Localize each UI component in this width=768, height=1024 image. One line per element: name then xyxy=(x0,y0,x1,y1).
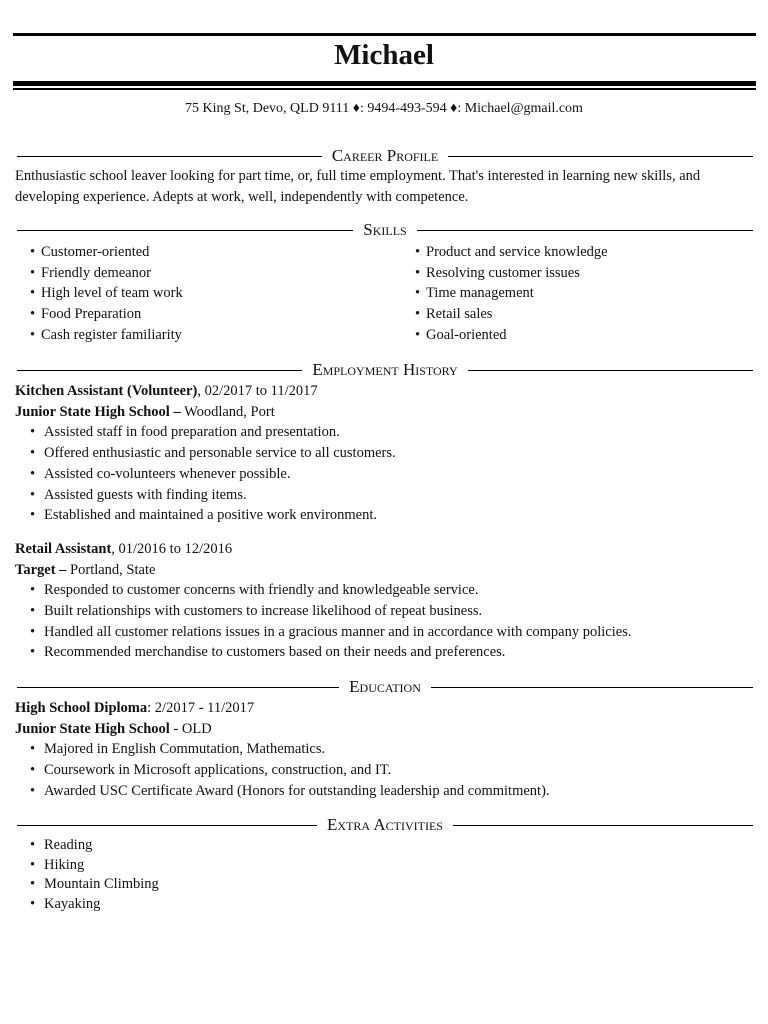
degree-line xyxy=(15,698,755,719)
skill-label: High level of team work xyxy=(41,285,183,302)
list-item xyxy=(15,642,755,663)
list-item xyxy=(15,601,755,622)
skill-item xyxy=(400,304,755,325)
duty-text: Recommended merchandise to customers based on their needs and preferences. xyxy=(44,644,506,661)
skill-label: Retail sales xyxy=(426,306,493,323)
employer-line xyxy=(15,560,755,581)
skill-label: Cash register familiarity xyxy=(41,326,182,343)
education-details-list xyxy=(15,739,755,801)
bullet: • xyxy=(30,264,36,281)
duty-text: Offered enthusiastic and personable service to all customers. xyxy=(44,445,396,462)
list-item xyxy=(15,760,755,781)
list-item xyxy=(15,836,755,856)
employment-section xyxy=(15,381,755,663)
skill-label: Resolving customer issues xyxy=(426,264,580,281)
divider xyxy=(17,825,317,826)
activity-text: Mountain Climbing xyxy=(44,876,159,893)
email-prefix: : xyxy=(457,101,462,116)
employer-location: Portland, State xyxy=(66,561,156,578)
school-name: Junior State High School xyxy=(15,720,170,737)
job-role: Kitchen Assistant (Volunteer) xyxy=(15,383,198,399)
skills-right-column xyxy=(400,242,755,346)
career-profile-text: Enthusiastic school leaver looking for part time, or, full time employment. That's interested in learning new skills, and developing experience. Adepts at work, well, independently with competence. xyxy=(15,168,701,205)
activity-text: Reading xyxy=(44,837,93,853)
education-section xyxy=(15,698,755,802)
skill-item xyxy=(15,325,400,346)
bullet: • xyxy=(30,424,36,441)
job-dates: , 01/2016 to 12/2016 xyxy=(111,540,233,557)
bullet: • xyxy=(415,244,421,260)
bullet: • xyxy=(30,326,36,343)
divider xyxy=(417,230,753,231)
skill-label: Goal-oriented xyxy=(426,326,507,343)
skill-item xyxy=(400,242,755,263)
skill-item xyxy=(15,283,400,304)
skills-left-column xyxy=(15,242,400,346)
section-title: Education xyxy=(349,677,421,696)
job-duties-list xyxy=(15,422,755,526)
bullet: • xyxy=(30,762,36,779)
header-thin-rule xyxy=(13,88,756,90)
activity-text: Hiking xyxy=(44,856,85,873)
divider xyxy=(448,156,753,157)
duty-text: Assisted guests with finding items. xyxy=(44,486,247,503)
candidate-name: Michael xyxy=(334,39,434,71)
bullet: • xyxy=(30,876,36,893)
email-address: Michael@gmail.com xyxy=(464,101,583,116)
divider xyxy=(17,687,339,688)
bullet: • xyxy=(30,741,36,758)
bullet: • xyxy=(30,623,36,640)
degree-name: High School Diploma xyxy=(15,700,148,716)
career-profile-section xyxy=(15,166,755,207)
bullet: • xyxy=(30,644,36,661)
bullet: • xyxy=(30,837,36,853)
skill-item xyxy=(400,283,755,304)
bullet: • xyxy=(30,782,36,799)
job-duties-list xyxy=(15,580,755,663)
bullet: • xyxy=(30,285,36,302)
skill-label: Customer-oriented xyxy=(41,244,150,260)
duty-text: Built relationships with customers to increase likelihood of repeat business. xyxy=(44,603,483,620)
address: 75 King St, Devo, QLD 9111 xyxy=(185,101,350,116)
skill-label: Food Preparation xyxy=(41,306,142,323)
divider xyxy=(17,370,302,371)
list-item xyxy=(15,739,755,760)
skill-label: Time management xyxy=(426,285,534,302)
list-item xyxy=(15,422,755,443)
job-title-line xyxy=(15,381,755,402)
activities-section xyxy=(15,836,755,915)
employer-name: Junior State High School – xyxy=(15,403,181,420)
header-top-rule xyxy=(13,33,756,36)
bullet: • xyxy=(30,445,36,462)
bullet: • xyxy=(415,285,421,302)
skill-item xyxy=(400,263,755,284)
phone-prefix: : xyxy=(359,101,364,116)
divider xyxy=(453,825,753,826)
job-title-line xyxy=(15,539,755,560)
list-item xyxy=(15,485,755,506)
list-item xyxy=(15,505,755,526)
duty-text: Responded to customer concerns with friendly and knowledgeable service. xyxy=(44,582,479,599)
divider xyxy=(17,230,353,231)
skill-item xyxy=(15,263,400,284)
section-title: Career Profile xyxy=(331,146,439,165)
bullet: • xyxy=(30,603,36,620)
section-header-employment-history xyxy=(17,360,753,380)
skill-item xyxy=(15,242,400,263)
activity-text: Kayaking xyxy=(44,896,101,913)
bullet: • xyxy=(415,326,421,343)
header-thick-rule xyxy=(13,81,756,86)
bullet: • xyxy=(30,582,36,599)
activities-list xyxy=(15,836,755,915)
section-title: Employment History xyxy=(312,360,458,379)
list-item xyxy=(15,464,755,485)
list-item xyxy=(15,580,755,601)
list-item xyxy=(15,443,755,464)
skill-label: Product and service knowledge xyxy=(426,244,608,260)
diamond-icon: ♦ xyxy=(352,101,360,116)
section-title: Skills xyxy=(363,220,407,239)
divider xyxy=(431,687,753,688)
list-item xyxy=(15,875,755,895)
detail-text: Coursework in Microsoft applications, construction, and IT. xyxy=(44,762,392,779)
skill-label: Friendly demeanor xyxy=(41,264,151,281)
list-item xyxy=(15,895,755,915)
duty-text: Handled all customer relations issues in a gracious manner and in accordance with company policies. xyxy=(44,623,632,640)
job-dates: , 02/2017 to 11/2017 xyxy=(197,383,318,399)
bullet: • xyxy=(30,486,36,503)
list-item xyxy=(15,622,755,643)
divider xyxy=(17,156,322,157)
bullet: • xyxy=(30,856,36,873)
skill-item xyxy=(400,325,755,346)
section-header-skills xyxy=(17,220,753,240)
duty-text: Established and maintained a positive work environment. xyxy=(44,507,378,524)
phone-number: 9494-493-594 xyxy=(367,101,447,116)
bullet: • xyxy=(30,507,36,524)
bullet: • xyxy=(415,306,421,323)
employer-line xyxy=(15,402,755,423)
bullet: • xyxy=(30,306,36,323)
list-item xyxy=(15,856,755,876)
section-header-extra-activities xyxy=(17,815,753,835)
school-line xyxy=(15,719,755,740)
list-item xyxy=(15,781,755,802)
bullet: • xyxy=(30,244,36,260)
bullet: • xyxy=(30,465,36,482)
employer-location: Woodland, Port xyxy=(180,403,275,420)
contact-line xyxy=(0,100,768,118)
bullet: • xyxy=(30,896,36,913)
bullet: • xyxy=(415,264,421,281)
spacer xyxy=(15,526,755,539)
detail-text: Awarded USC Certificate Award (Honors for outstanding leadership and commitment). xyxy=(44,782,550,799)
employer-name: Target – xyxy=(15,561,67,578)
school-location: - OLD xyxy=(169,720,212,737)
diamond-icon: ♦ xyxy=(450,101,458,116)
detail-text: Majored in English Commutation, Mathematics. xyxy=(44,741,326,758)
section-header-education xyxy=(17,677,753,697)
duty-text: Assisted staff in food preparation and presentation. xyxy=(44,424,340,441)
skills-section xyxy=(15,242,755,346)
divider xyxy=(468,370,753,371)
duty-text: Assisted co-volunteers whenever possible. xyxy=(44,465,291,482)
job-role: Retail Assistant xyxy=(15,540,112,557)
section-header-career-profile xyxy=(17,146,753,166)
degree-dates: : 2/2017 - 11/2017 xyxy=(147,700,255,716)
skill-item xyxy=(15,304,400,325)
section-title: Extra Activities xyxy=(327,815,443,834)
